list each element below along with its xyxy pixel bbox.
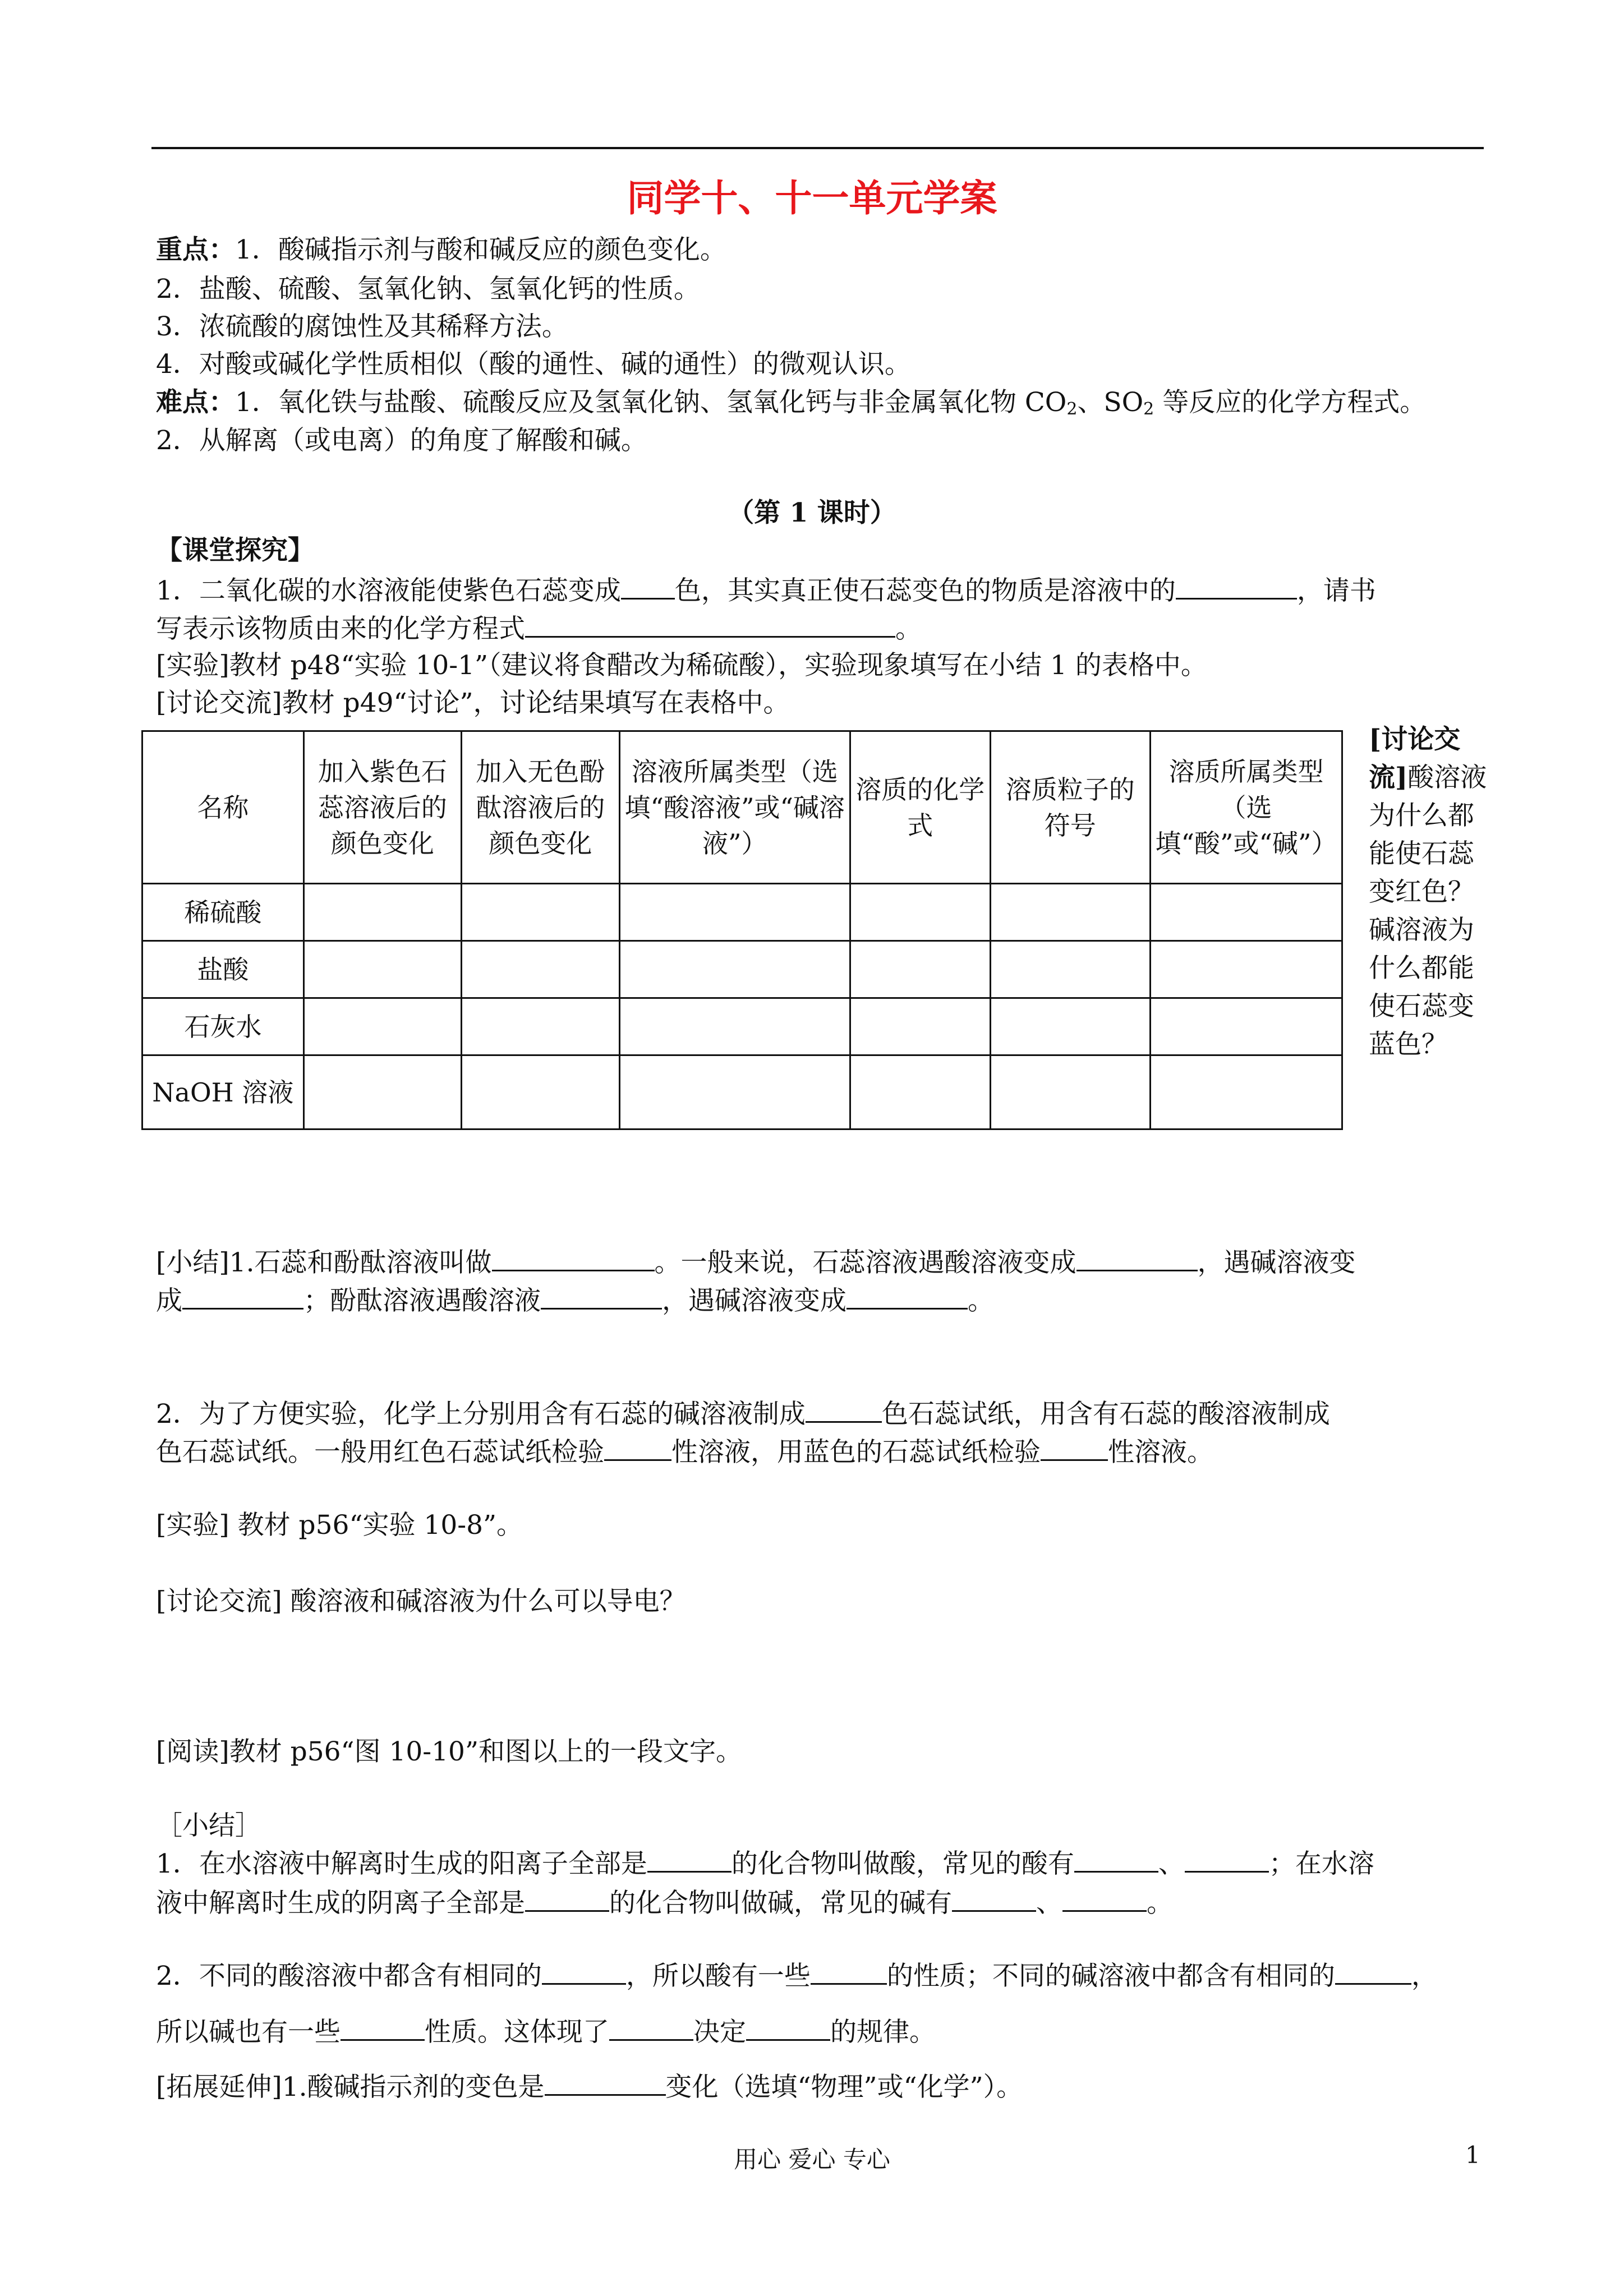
- header-cell: 名称: [142, 731, 304, 884]
- answer-blank[interactable]: [545, 2069, 666, 2096]
- answer-blank[interactable]: [811, 1958, 887, 1985]
- key-label: 重点：: [156, 234, 235, 265]
- table-cell[interactable]: [303, 998, 461, 1055]
- table-cell[interactable]: [619, 1055, 850, 1129]
- difficult-line-2: 2．从解离（或电离）的角度了解酸和碱。: [156, 425, 647, 456]
- answer-blank[interactable]: [1176, 573, 1297, 600]
- table-cell[interactable]: [990, 884, 1150, 941]
- lesson-heading: （第 1 课时）: [728, 497, 896, 528]
- answer-blank[interactable]: [1335, 1958, 1411, 1985]
- header-cell: 加入紫色石蕊溶液后的颜色变化: [303, 731, 461, 884]
- summary-1-line-2: 成 ；酚酞溶液遇酸溶液 ，遇碱溶液变成 。: [156, 1283, 994, 1318]
- extension-line: [拓展延伸]1.酸碱指示剂的变色是 变化（选填“物理”或“化学”）。: [156, 2069, 1023, 2104]
- table-row: [142, 941, 1342, 998]
- answer-blank[interactable]: [541, 1283, 662, 1310]
- answer-blank[interactable]: [621, 573, 675, 600]
- table-header-row: [142, 731, 1342, 884]
- page-title: 同学十、十一单元学案: [627, 176, 997, 220]
- table-cell[interactable]: [303, 884, 461, 941]
- answer-blank[interactable]: [182, 1283, 303, 1310]
- answer-blank[interactable]: [525, 611, 895, 638]
- answer-blank[interactable]: [609, 2014, 693, 2041]
- reading-instruction: [阅读]教材 p56“图 10-10”和图以上的一段文字。: [156, 1736, 742, 1767]
- question-1-line-2: 写表示该物质由来的化学方程式 。: [156, 611, 922, 646]
- answer-blank[interactable]: [952, 1885, 1036, 1912]
- question-2-line-2: 色石蕊试纸。一般用红色石蕊试纸检验 性溶液，用蓝色的石蕊试纸检验 性溶液。: [156, 1435, 1213, 1469]
- answer-blank[interactable]: [647, 1846, 732, 1873]
- answer-blank[interactable]: [1074, 1846, 1158, 1873]
- summary-2-line-4: 所以碱也有一些 性质。这体现了 决定 的规律。: [156, 2014, 936, 2049]
- answer-blank[interactable]: [846, 1283, 968, 1310]
- answer-blank[interactable]: [1041, 1435, 1108, 1461]
- table-cell[interactable]: [1150, 1055, 1342, 1129]
- header-cell: 溶液所属类型（选填“酸溶液”或“碱溶液”）: [619, 731, 850, 884]
- answer-blank[interactable]: [604, 1435, 671, 1461]
- header-cell: 溶质所属类型（选填“酸”或“碱”）: [1150, 731, 1342, 884]
- table-cell[interactable]: [619, 884, 850, 941]
- table-cell[interactable]: [1150, 998, 1342, 1055]
- table-cell[interactable]: [462, 998, 619, 1055]
- row-name-cell: 盐酸: [142, 941, 304, 998]
- summary-2-line-3: 2．不同的酸溶液中都含有相同的 ，所以酸有一些 的性质；不同的碱溶液中都含有相同的 ，: [156, 1958, 1438, 1993]
- difficult-label: 难点：: [156, 387, 235, 418]
- header-cell: 溶质的化学式: [850, 731, 991, 884]
- summary-2-line-2: 液中解离时生成的阴离子全部是 的化合物叫做碱，常见的碱有 、 。: [156, 1885, 1173, 1920]
- side-discussion-label: [讨论交流]: [1369, 724, 1461, 793]
- answer-blank[interactable]: [492, 1245, 655, 1271]
- table-cell[interactable]: [990, 1055, 1150, 1129]
- header-rule: [151, 147, 1484, 149]
- row-name-cell: NaOH 溶液: [142, 1055, 304, 1129]
- header-cell: 溶质粒子的符号: [990, 731, 1150, 884]
- table-cell[interactable]: [462, 884, 619, 941]
- section-heading: 【课堂探究】: [156, 535, 314, 566]
- table-cell[interactable]: [619, 941, 850, 998]
- table-cell[interactable]: [303, 1055, 461, 1129]
- experiment-2: [实验] 教材 p56“实验 10-8”。: [156, 1510, 523, 1541]
- question-2-line-1: 2．为了方便实验，化学上分别用含有石蕊的碱溶液制成 色石蕊试纸，用含有石蕊的酸溶液制成: [156, 1396, 1330, 1431]
- header-cell: 加入无色酚酞溶液后的颜色变化: [462, 731, 619, 884]
- question-1-line-1: 1．二氧化碳的水溶液能使紫色石蕊变成 色，其实真正使石蕊变色的物质是溶液中的 ，请书: [156, 573, 1376, 608]
- side-discussion-text: 酸溶液为什么都能使石蕊变红色？碱溶液为什么都能使石蕊变蓝色？: [1369, 762, 1487, 1060]
- key-line-2: 2．盐酸、硫酸、氢氧化钠、氢氧化钙的性质。: [156, 274, 700, 305]
- table-row: [142, 884, 1342, 941]
- answer-blank[interactable]: [1185, 1846, 1269, 1873]
- table-cell[interactable]: [1150, 941, 1342, 998]
- table-cell[interactable]: [462, 941, 619, 998]
- answer-blank[interactable]: [525, 1885, 609, 1912]
- table-cell[interactable]: [1150, 884, 1342, 941]
- side-discussion: [1369, 721, 1498, 1064]
- table-cell[interactable]: [850, 1055, 991, 1129]
- table-cell[interactable]: [619, 998, 850, 1055]
- answer-blank[interactable]: [746, 2014, 830, 2041]
- table-cell[interactable]: [850, 941, 991, 998]
- table-cell[interactable]: [990, 941, 1150, 998]
- discussion-1: [讨论交流]教材 p49“讨论”，讨论结果填写在表格中。: [156, 688, 790, 718]
- answer-blank[interactable]: [341, 2014, 425, 2041]
- answer-blank[interactable]: [1076, 1245, 1198, 1271]
- summary-1-line-1: [小结]1.石蕊和酚酞溶液叫做 。一般来说，石蕊溶液遇酸溶液变成 ，遇碱溶液变: [156, 1245, 1356, 1280]
- difficult-line-1: 难点：1．氧化铁与盐酸、硫酸反应及氢氧化钠、氢氧化钙与非金属氧化物 $CO_2$、$SO_2$ 等反应的化学方程式。: [156, 387, 1427, 419]
- table-cell[interactable]: [850, 998, 991, 1055]
- table-cell[interactable]: [462, 1055, 619, 1129]
- key-line-1: 重点：1．酸碱指示剂与酸和碱反应的颜色变化。: [156, 234, 726, 265]
- row-name-cell: 稀硫酸: [142, 884, 304, 941]
- table-row: [142, 1055, 1342, 1129]
- page-footer: 用心 爱心 专心: [734, 2146, 890, 2173]
- table-cell[interactable]: [303, 941, 461, 998]
- answer-blank[interactable]: [542, 1958, 626, 1985]
- summary-2-line-1: 1．在水溶液中解离时生成的阳离子全部是 的化合物叫做酸，常见的酸有 、 ；在水溶: [156, 1846, 1374, 1881]
- answer-blank[interactable]: [1062, 1885, 1147, 1912]
- table-cell[interactable]: [850, 884, 991, 941]
- table-row: [142, 998, 1342, 1055]
- table-cell[interactable]: [990, 998, 1150, 1055]
- summary-2-label: ［小结］: [156, 1810, 261, 1841]
- row-name-cell: 石灰水: [142, 998, 304, 1055]
- key-line-4: 4．对酸或碱化学性质相似（酸的通性、碱的通性）的微观认识。: [156, 349, 911, 380]
- answer-blank[interactable]: [806, 1396, 882, 1423]
- results-table: [141, 730, 1343, 1130]
- discussion-2: [讨论交流] 酸溶液和碱溶液为什么可以导电？: [156, 1586, 686, 1617]
- experiment-1: [实验]教材 p48“实验 10-1”（建议将食醋改为稀硫酸），实验现象填写在小结 1 的表格中。: [156, 650, 1207, 681]
- page-number: 1: [1465, 2141, 1480, 2169]
- key-line-3: 3．浓硫酸的腐蚀性及其稀释方法。: [156, 311, 568, 342]
